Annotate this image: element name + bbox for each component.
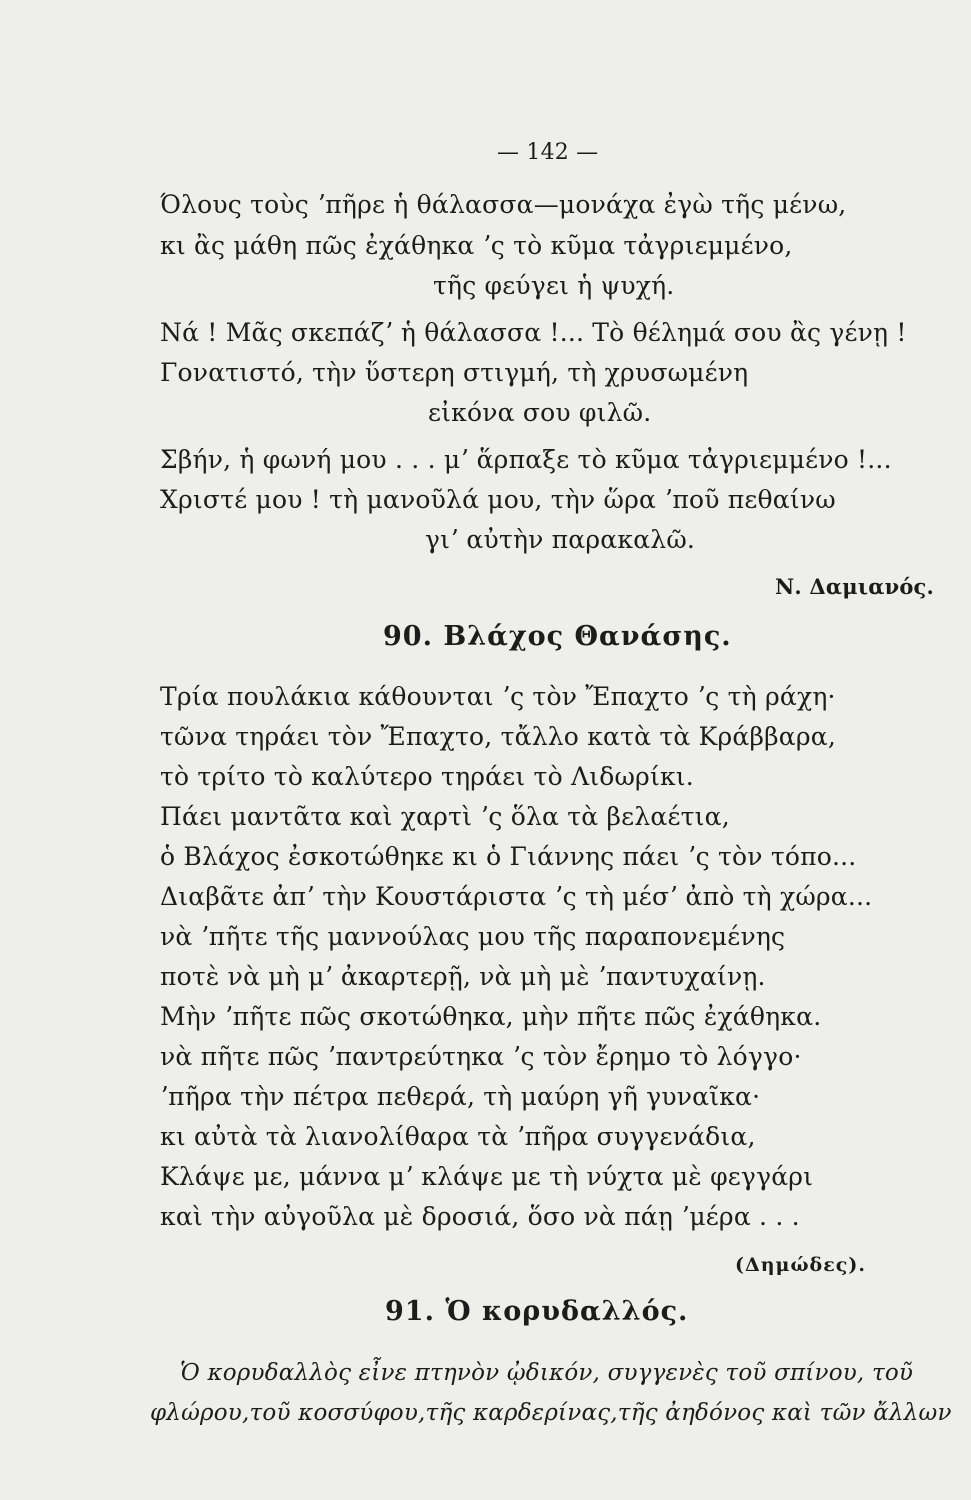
poem-line: κι ἂς μάθη πῶς ἐχάθηκα ʼς τὸ κῦμα τἀγριεμμένο, [160, 231, 793, 260]
poem-source: (Δημώδες). [735, 1254, 866, 1276]
poem-line: καὶ τὴν αὐγοῦλα μὲ δροσιά, ὅσο νὰ πάῃ ʼμέρα . . . [160, 1202, 800, 1231]
poem-line: Νά ! Μᾶς σκεπάζʼ ἡ θάλασσα !... Τὸ θέλημά σου ἂς γένῃ ! [160, 318, 907, 347]
poem-line: Μὴν ʼπῆτε πῶς σκοτώθηκα, μὴν πῆτε πῶς ἐχάθηκα. [160, 1002, 822, 1031]
poem-line: ʼπῆρα τὴν πέτρα πεθερά, τὴ μαύρη γῆ γυναῖκα· [160, 1082, 761, 1111]
poem-line: Γονατιστό, τὴν ὕστερη στιγμή, τὴ χρυσωμένη [160, 358, 749, 387]
poem-line: τῆς φεύγει ἡ ψυχή. [433, 271, 675, 300]
poem-line: Κλάψε με, μάννα μʼ κλάψε με τὴ νύχτα μὲ φεγγάρι [160, 1162, 814, 1191]
poem-line: Χριστέ μου ! τὴ μανοῦλά μου, τὴν ὥρα ʼποῦ πεθαίνω [160, 485, 836, 514]
prose-line: φλώρου,τοῦ κοσσύφου,τῆς καρδερίνας,τῆς ἀηδόνος καὶ τῶν ἄλλων [150, 1400, 952, 1426]
poem-line: κι αὐτὰ τὰ λιανολίθαρα τὰ ʼπῆρα συγγενάδια, [160, 1122, 756, 1151]
poem-line: ὁ Βλάχος ἐσκοτώθηκε κι ὁ Γιάννης πάει ʼς τὸν τόπο... [160, 842, 857, 871]
poem-line: νὰ ʼπῆτε τῆς μαννούλας μου τῆς παραπονεμένης [160, 922, 786, 951]
section-heading-90: 90. Βλάχος Θανάσης. [383, 621, 732, 652]
poem-line: Διαβᾶτε ἀπʼ τὴν Κουστάριστα ʼς τὴ μέσʼ ἀπὸ τὴ χώρα... [160, 882, 873, 911]
poem-line: εἰκόνα σου φιλῶ. [428, 398, 652, 427]
poem-line: τὸ τρίτο τὸ καλύτερο τηράει τὸ Λιδωρίκι. [160, 762, 694, 791]
poem-line: Σβήν, ἡ φωνή μου . . . μʼ ἅρπαξε τὸ κῦμα τἀγριεμμένο !... [160, 445, 892, 474]
poem-line: νὰ πῆτε πῶς ʼπαντρεύτηκα ʼς τὸν ἔρημο τὸ λόγγο· [160, 1042, 802, 1071]
poem-line: ποτὲ νὰ μὴ μʼ ἀκαρτερῇ, νὰ μὴ μὲ ʼπαντυχαίνῃ. [160, 962, 766, 991]
poem-signature: Ν. Δαμιανός. [775, 574, 935, 599]
prose-line: Ὁ κορυδαλλὸς εἶνε πτηνὸν ᾠδικόν, συγγενὲς τοῦ σπίνου, τοῦ [180, 1360, 914, 1386]
poem-line: Όλους τοὺς ʼπῆρε ἡ θάλασσα—μονάχα ἐγὼ τῆς μένω, [160, 190, 847, 219]
poem-line: Πάει μαντᾶτα καὶ χαρτὶ ʼς ὅλα τὰ βελαέτια, [160, 802, 730, 831]
poem-line: Τρία πουλάκια κάθουνται ʼς τὸν Ἔπαχτο ʼς τὴ ράχη· [160, 682, 836, 711]
poem-line: τῶνα τηράει τὸν Ἔπαχτο, τἄλλο κατὰ τὰ Κράββαρα, [160, 722, 837, 751]
section-heading-91: 91. Ὁ κορυδαλλός. [385, 1296, 689, 1327]
page-number: — 142 — [497, 140, 599, 165]
poem-line: γιʼ αὐτὴν παρακαλῶ. [425, 525, 696, 554]
